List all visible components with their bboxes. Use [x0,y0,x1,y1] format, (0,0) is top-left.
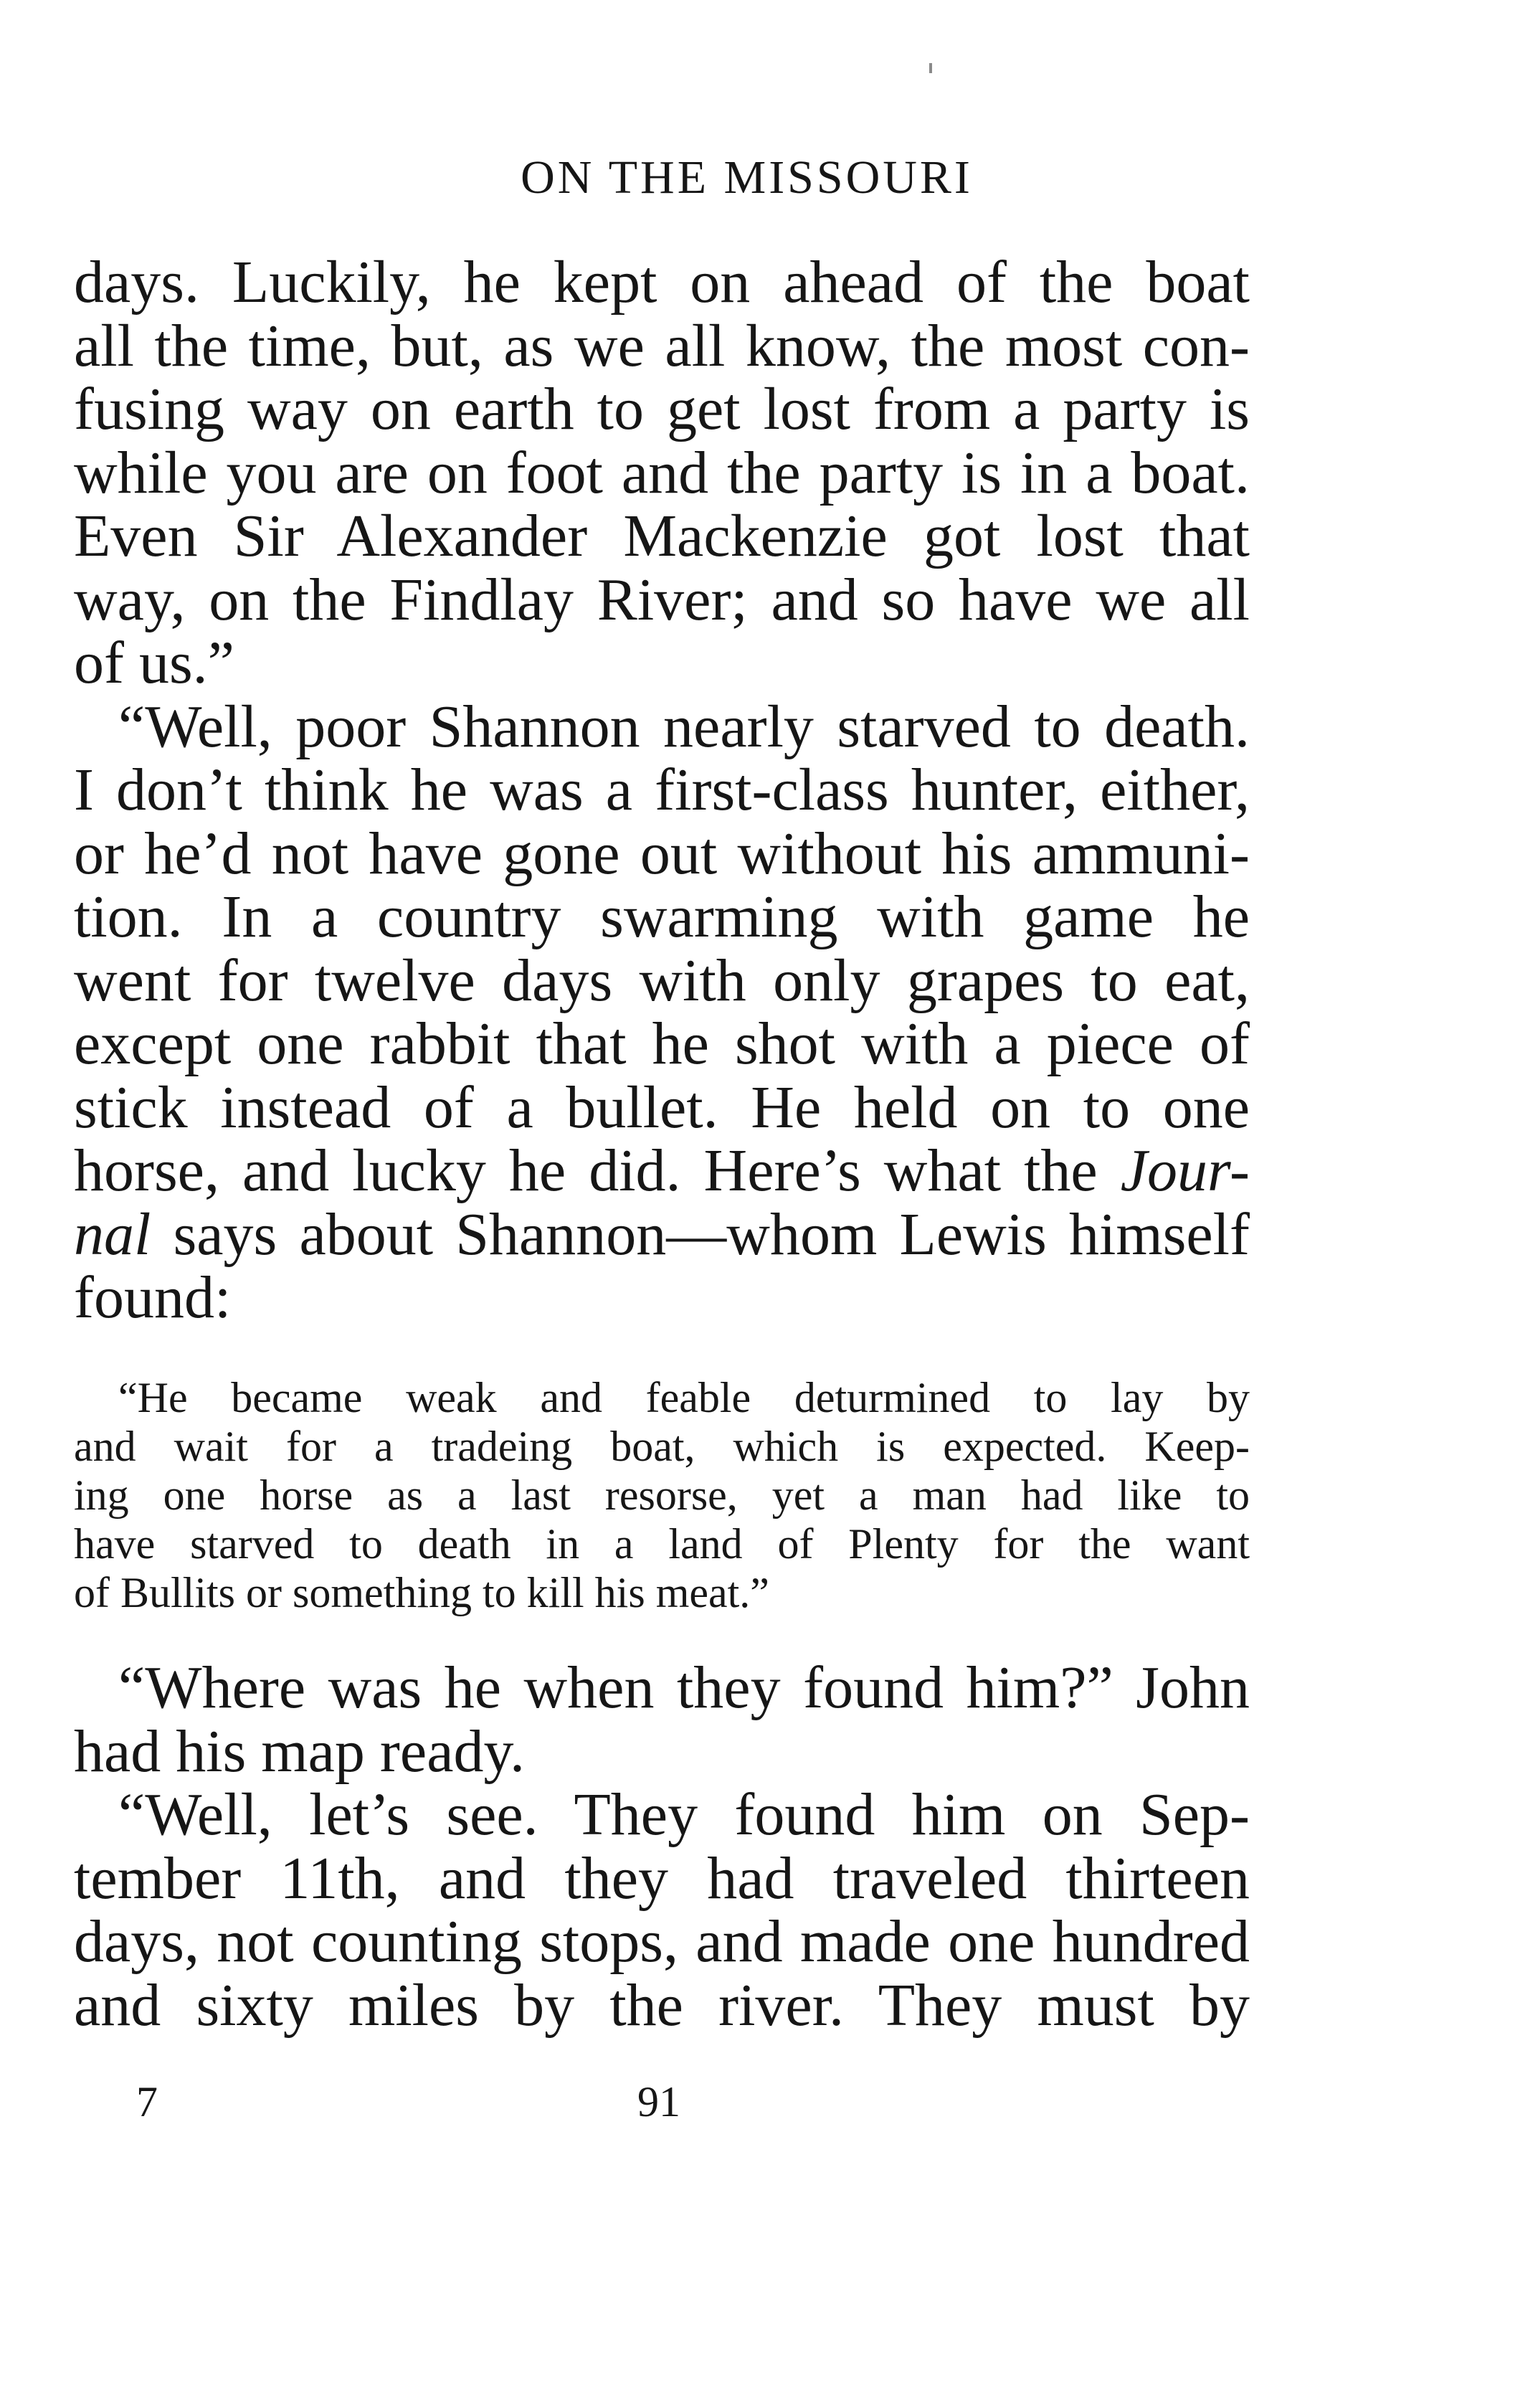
text-line: and sixty miles by the river. They must by [74,1971,1250,2039]
text-line: days. Luckily, he kept on ahead of the boat [74,249,1250,316]
quote-line: have starved to death in a land of Plenty for the want [74,1520,1250,1568]
text-line: went for twelve days with only grapes to eat, [74,947,1250,1014]
quote-line: and wait for a tradeing boat, which is expected. Keep- [74,1423,1250,1470]
text-line [74,1139,1250,1203]
text-line: “Well, let’s see. They found him on Sep- [118,1781,1250,1848]
quote-line: “He became weak and feable deturmined to lay by [118,1374,1250,1421]
text-fragment: says about Shannon—whom Lewis himself [151,1200,1250,1268]
journal-title-italic: Jour- [1120,1137,1250,1204]
text-line: had his map ready. [74,1717,526,1785]
body-text-lower [74,1656,1250,2037]
text-line: except one rabbit that he shot with a piece of [74,1010,1250,1077]
text-line: while you are on foot and the party is in a boat. [74,439,1250,506]
page-number: 91 [637,2078,680,2125]
journal-quotation [74,1373,1250,1617]
text-line: of us.” [74,630,234,696]
text-line: all the time, but, as we all know, the most con- [74,312,1250,379]
body-text-upper [74,251,1250,1330]
stray-ink-mark [929,63,932,73]
quote-line: ing one horse as a last resorse, yet a man had like to [74,1471,1250,1519]
text-line [74,1200,1250,1268]
text-line: fusing way on earth to get lost from a party is [74,376,1250,442]
text-line: way, on the Findlay River; and so have we all [74,566,1250,633]
running-head: ON THE MISSOURI [521,151,973,204]
text-line: stick instead of a bullet. He held on to one [74,1073,1250,1141]
text-line: found: [74,1264,232,1331]
text-line: tion. In a country swarming with game he [74,883,1250,950]
text-line: or he’d not have gone out without his ammuni- [74,820,1250,887]
signature-mark: 7 [136,2078,158,2125]
text-line: “Well, poor Shannon nearly starved to death. [118,693,1250,760]
text-line: I don’t think he was a first-class hunter, either, [74,757,1250,823]
text-line: tember 11th, and they had traveled thirteen [74,1844,1250,1912]
quote-line: of Bullits or something to kill his meat.” [74,1569,769,1616]
text-fragment: horse, and lucky he did. Here’s what the [74,1137,1121,1204]
text-line: days, not counting stops, and made one hundred [74,1908,1250,1975]
text-line: Even Sir Alexander Mackenzie got lost that [74,503,1250,569]
journal-title-italic: nal [74,1200,151,1268]
text-line: “Where was he when they found him?” John [118,1654,1250,1721]
